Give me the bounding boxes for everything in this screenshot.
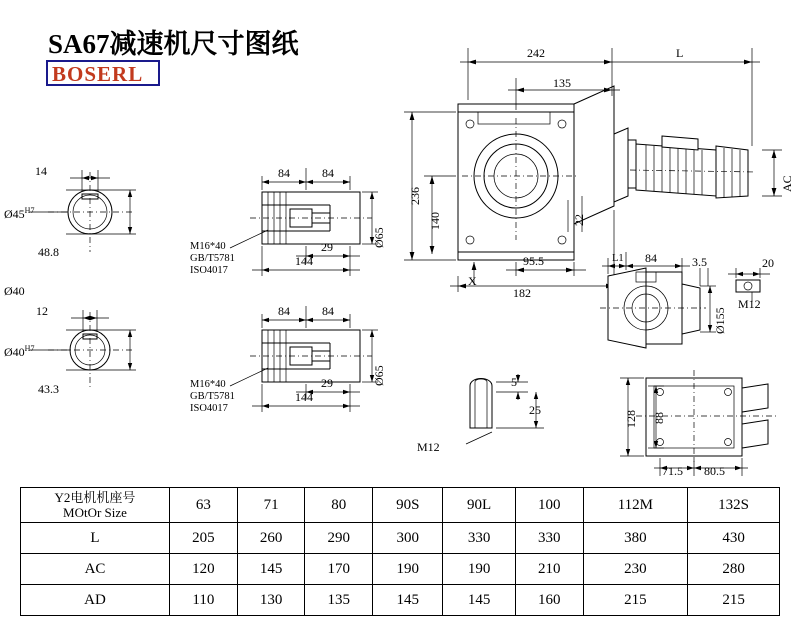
brand-logo-text: BOSERL <box>52 62 144 86</box>
dim-84a-bottom: 84 <box>278 304 290 318</box>
dim-shoulder-bottom: 43.3 <box>38 382 59 396</box>
dim-88: 88 <box>652 412 666 424</box>
table-row <box>21 585 780 616</box>
cell-AD-7: 215 <box>688 585 780 616</box>
cell-L-5: 330 <box>515 523 583 554</box>
dim-AC: AC <box>780 175 794 192</box>
dim-key-width-bottom: 12 <box>36 304 48 318</box>
dim-under-label: Ø40 <box>4 284 25 298</box>
cell-AD-4: 145 <box>443 585 516 616</box>
base-plate-view <box>620 370 776 476</box>
row-label-AC: AC <box>21 554 170 585</box>
dim-71-5: 71.5 <box>662 464 683 478</box>
dim-140: 140 <box>428 212 442 230</box>
dim-25: 25 <box>529 403 541 417</box>
dim-84-flange: 84 <box>645 251 657 265</box>
cell-AC-0: 120 <box>170 554 238 585</box>
cell-AC-2: 170 <box>305 554 373 585</box>
dim-182: 182 <box>513 286 531 300</box>
table-col-4: 90L <box>443 488 516 523</box>
table-col-1: 71 <box>237 488 305 523</box>
bolt-note-bottom-3: ISO4017 <box>190 403 228 414</box>
cell-L-1: 260 <box>237 523 305 554</box>
table-header-row <box>21 488 780 523</box>
dim-135: 135 <box>553 76 571 90</box>
dim-242: 242 <box>527 46 545 60</box>
dim-22: 22 <box>572 214 586 226</box>
dim-84a-top: 84 <box>278 166 290 180</box>
table-col-5: 100 <box>515 488 583 523</box>
bolt-note-top-3: ISO4017 <box>190 265 228 276</box>
dim-144-bottom: 144 <box>295 390 313 404</box>
dim-M12-flange: M12 <box>738 297 761 311</box>
dim-bore-top: $Ø45^{H7}$ <box>4 206 35 221</box>
dim-95-5: 95.5 <box>523 254 544 268</box>
dim-84b-top: 84 <box>322 166 334 180</box>
bolt-note-bottom-1: M16*40 <box>190 379 226 390</box>
dim-20: 20 <box>762 256 774 270</box>
dim-5: 5 <box>511 375 517 389</box>
cell-AD-0: 110 <box>170 585 238 616</box>
table-row <box>21 523 780 554</box>
dim-L: L <box>676 46 684 60</box>
bolt-note-top-1: M16*40 <box>190 241 226 252</box>
dim-L1: L1 <box>612 253 624 264</box>
cell-AC-6: 230 <box>583 554 688 585</box>
cell-AC-7: 280 <box>688 554 780 585</box>
bolt-note-bottom-2: GB/T5781 <box>190 391 235 402</box>
cell-AD-3: 145 <box>373 585 443 616</box>
cell-AC-5: 210 <box>515 554 583 585</box>
table-col-2: 80 <box>305 488 373 523</box>
dim-d65-top: Ø65 <box>372 227 386 248</box>
shaft-end-view-top <box>30 170 136 252</box>
dim-29-top: 29 <box>321 240 333 254</box>
dim-29-bottom: 29 <box>321 376 333 390</box>
table-col-3: 90S <box>373 488 443 523</box>
dim-84b-bottom: 84 <box>322 304 334 318</box>
dim-shoulder-top: 48.8 <box>38 245 59 259</box>
row-label-L: L <box>21 523 170 554</box>
shaft-end-view-bottom <box>30 310 136 388</box>
dim-236: 236 <box>408 187 422 205</box>
cell-L-6: 380 <box>583 523 688 554</box>
dim-key-width-top: 14 <box>35 164 47 178</box>
bolt-note-top-2: GB/T5781 <box>190 253 235 264</box>
dim-80-5: 80.5 <box>704 464 725 478</box>
table-col-0: 63 <box>170 488 238 523</box>
cell-L-3: 300 <box>373 523 443 554</box>
cell-AC-4: 190 <box>443 554 516 585</box>
dim-144-top: 144 <box>295 254 313 268</box>
cell-AD-2: 135 <box>305 585 373 616</box>
dimension-table <box>20 487 780 616</box>
table-header-label-cn: Y2电机机座号 <box>54 490 136 505</box>
row-label-AD: AD <box>21 585 170 616</box>
cell-L-2: 290 <box>305 523 373 554</box>
dim-3-5: 3.5 <box>692 255 707 269</box>
cell-AD-5: 160 <box>515 585 583 616</box>
mark-X: X <box>468 274 477 288</box>
cell-L-7: 430 <box>688 523 780 554</box>
table-row <box>21 554 780 585</box>
label-M12-cap: M12 <box>417 440 440 454</box>
dim-128: 128 <box>624 410 638 428</box>
main-gearbox-view <box>404 48 782 292</box>
cell-AD-6: 215 <box>583 585 688 616</box>
cell-L-0: 205 <box>170 523 238 554</box>
table-col-7: 132S <box>688 488 780 523</box>
cell-AC-3: 190 <box>373 554 443 585</box>
table-col-6: 112M <box>583 488 688 523</box>
cell-AD-1: 130 <box>237 585 305 616</box>
table-header-label-en: MOtOr Size <box>63 505 127 520</box>
cell-AC-1: 145 <box>237 554 305 585</box>
dim-d65-bottom: Ø65 <box>372 365 386 386</box>
cell-L-4: 330 <box>443 523 516 554</box>
page-title: SA67减速机尺寸图纸 <box>48 29 299 59</box>
dim-d155: Ø155 <box>713 307 727 334</box>
dim-bore-bottom: $Ø40^{H7}$ <box>4 344 35 359</box>
table-header-label <box>21 488 170 523</box>
